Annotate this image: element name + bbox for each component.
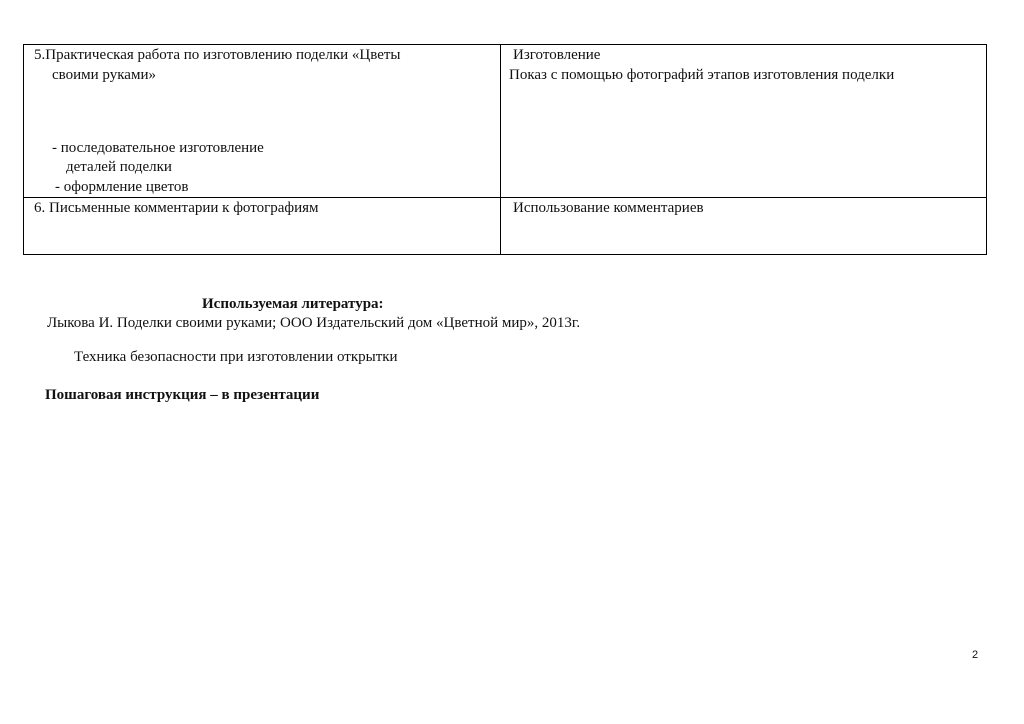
literature-heading: Используемая литература: [202,296,384,312]
table-row-divider [23,197,987,198]
instruction-line: Пошаговая инструкция – в презентации [45,387,320,403]
row1-left-line2: своими руками» [52,67,156,83]
row1-left-line4: деталей поделки [66,159,172,175]
row1-right-line2: Показ с помощью фотографий этапов изготовления поделки [509,67,895,83]
page-number: 2 [972,649,979,661]
row2-right-text: Использование комментариев [513,200,704,216]
table-border-right [986,44,987,255]
row2-left-text: 6. Письменные комментарии к фотографиям [34,200,319,216]
row1-left-line1: 5.Практическая работа по изготовлению поделки «Цветы [34,47,401,63]
safety-line: Техника безопасности при изготовлении открытки [74,349,398,365]
table-column-divider [500,44,501,255]
table-border-left [23,44,24,255]
literature-item: Лыкова И. Поделки своими руками; ООО Издательский дом «Цветной мир», 2013г. [47,315,581,331]
table-border-bottom [23,254,987,255]
table-border-top [23,44,987,45]
row1-left-line3: - последовательное изготовление [52,140,264,156]
row1-right-line1: Изготовление [513,47,601,63]
row1-left-line5: - оформление цветов [55,179,189,195]
